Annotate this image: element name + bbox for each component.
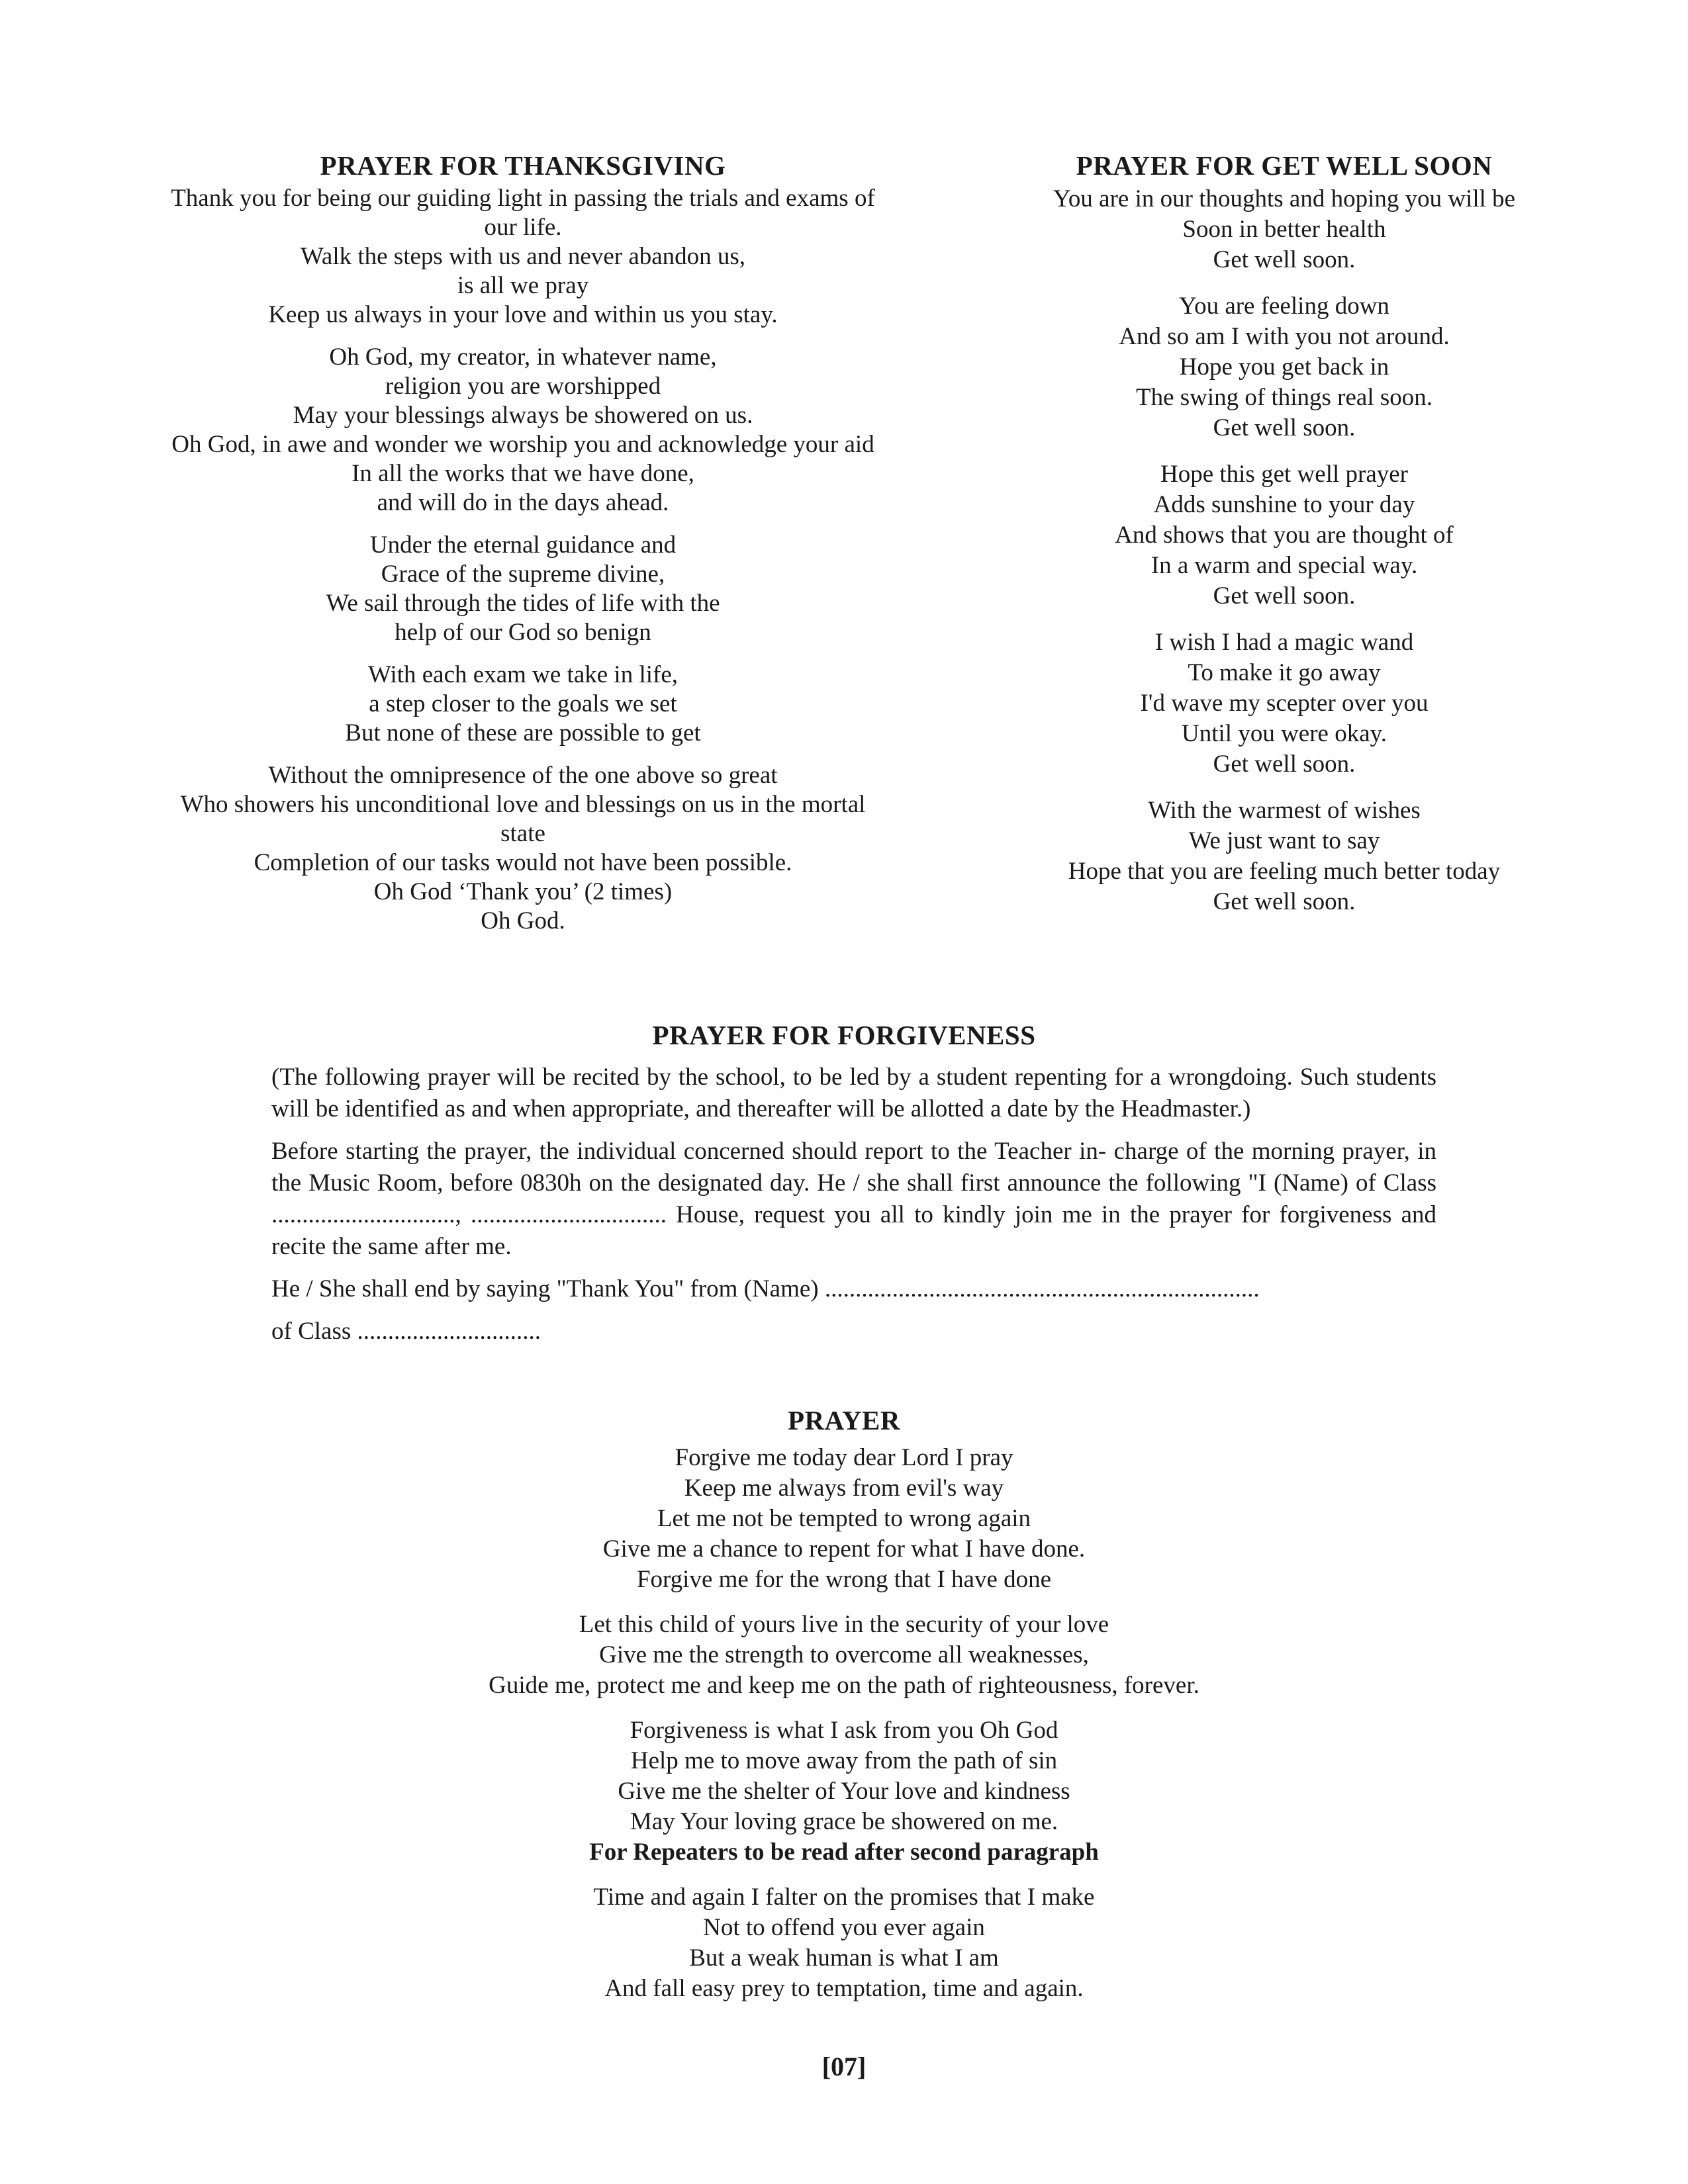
verse-line: I wish I had a magic wand [1154,629,1414,656]
verse-line: Without the omnipresence of the one above so great [268,762,778,789]
verse-line: is all we pray [457,272,589,299]
verse-line: Soon in better health [1182,216,1386,243]
prayer-section [265,1402,1423,2004]
forgiveness-class-line: of Class .............................. [271,1318,541,1345]
verse-line: Forgive me for the wrong that I have done [636,1566,1052,1593]
get-well-stanza [953,459,1615,612]
verse-line: help of our God so benign [395,619,651,646]
verse-line: To make it go away [1188,659,1381,686]
verse-line: You are feeling down [1179,293,1389,320]
forgiveness-heading-wrap [0,1017,1688,1054]
thanksgiving-section [132,147,914,936]
prayer-stanza [265,1610,1423,1701]
verse-line: With the warmest of wishes [1148,797,1421,824]
verse-line: Give me the shelter of Your love and kindness [618,1778,1070,1805]
thanksgiving-stanza [132,343,914,518]
verse-line: and will do in the days ahead. [377,489,669,516]
verse-line: You are in our thoughts and hoping you will be [1053,185,1516,212]
verse-line: With each exam we take in life, [368,661,678,688]
get-well-stanza [953,184,1615,275]
repeaters-note: For Repeaters to be read after second paragraph [589,1839,1099,1866]
verse-line: Get well soon. [1213,751,1356,778]
forgiveness-instructions-paragraph: Before starting the prayer, the individual concerned should report to the Teacher in- charge of the morning prayer, in the Music Room, before 0830h on the designated day. He / she shall first announce the following "I (Name) of Class .............................., ................................ House, request you all to kindly join me in the prayer for forgiveness and recite the same after me. [271,1138,1436,1260]
verse-line: Adds sunshine to your day [1153,491,1415,518]
verse-line: Hope that you are feeling much better today [1068,858,1501,885]
verse-line: Who showers his unconditional love and blessings on us in the mortal [180,791,866,818]
verse-line: Until you were okay. [1182,720,1387,747]
verse-line: The swing of things real soon. [1135,384,1433,411]
prayer-stanza [265,1443,1423,1595]
verse-line: Time and again I falter on the promises that I make [593,1884,1095,1911]
verse-line: Hope this get well prayer [1160,461,1408,488]
verse-line: But none of these are possible to get [345,719,701,747]
verse-line: Give me a chance to repent for what I have done. [602,1535,1086,1563]
verse-line: Keep me always from evil's way [684,1475,1004,1502]
get-well-stanza [953,627,1615,780]
verse-line: Let me not be tempted to wrong again [657,1505,1031,1532]
verse-line: Get well soon. [1213,246,1356,273]
repeaters-stanza [265,1882,1423,2004]
verse-line: Forgive me today dear Lord I pray [675,1444,1013,1471]
verse-line: religion you are worshipped [385,373,661,400]
verse-line: Walk the steps with us and never abandon us, [300,243,746,270]
verse-line: a step closer to the goals we set [369,690,677,717]
verse-line: Oh God. [481,907,565,934]
verse-line: Get well soon. [1213,582,1356,610]
prayer-stanza [265,1715,1423,1868]
verse-line: Oh God ‘Thank you’ (2 times) [373,878,673,905]
forgiveness-closing-line: He / She shall end by saying "Thank You" from (Name) ....................................................................... [271,1275,1260,1302]
verse-line: Grace of the supreme divine, [381,561,665,588]
verse-line: Oh God, in awe and wonder we worship you and acknowledge your aid [171,431,874,458]
get-well-stanza [953,796,1615,917]
verse-line: And so am I with you not around. [1119,323,1450,350]
forgiveness-title: PRAYER FOR FORGIVENESS [652,1020,1036,1050]
get-well-section [953,147,1615,917]
verse-line: Forgiveness is what I ask from you Oh God [630,1717,1058,1744]
verse-line: our life. [484,214,562,241]
get-well-stanza [953,291,1615,443]
verse-line: Get well soon. [1213,888,1356,915]
thanksgiving-title: PRAYER FOR THANKSGIVING [320,150,726,181]
verse-line: And fall easy prey to temptation, time and again. [604,1975,1084,2002]
verse-line: Hope you get back in [1179,353,1389,381]
page-number: [07] [821,2052,867,2081]
thanksgiving-stanza [132,660,914,748]
verse-line: Get well soon. [1213,414,1356,441]
prayer-title: PRAYER [787,1405,901,1435]
verse-line: And shows that you are thought of [1115,522,1454,549]
verse-line: May Your loving grace be showered on me. [630,1808,1058,1835]
verse-line: Not to offend you ever again [703,1914,985,1941]
get-well-title: PRAYER FOR GET WELL SOON [1076,150,1493,181]
verse-line: May your blessings always be showered on us. [293,402,753,429]
verse-line: Help me to move away from the path of sin [630,1747,1058,1774]
verse-line: But a weak human is what I am [689,1944,999,1972]
verse-line: state [500,820,545,847]
verse-line: Under the eternal guidance and [369,531,677,559]
verse-line: We sail through the tides of life with the [326,590,720,617]
verse-line: Let this child of yours live in the security of your love [579,1611,1109,1638]
thanksgiving-stanza [132,531,914,647]
verse-line: Completion of our tasks would not have been possible. [254,849,792,876]
verse-line: Give me the strength to overcome all weaknesses, [599,1641,1089,1668]
verse-line: We just want to say [1188,827,1380,854]
verse-line: Oh God, my creator, in whatever name, [329,343,717,371]
verse-line: I'd wave my scepter over you [1140,690,1429,717]
thanksgiving-stanza [132,761,914,936]
forgiveness-intro-paragraph: (The following prayer will be recited by the school, to be led by a student repenting for a wrongdoing. Such students will be identified as and when appropriate, and thereafter will be allotted a date by the Headmaster.) [271,1064,1436,1122]
verse-line: Thank you for being our guiding light in passing the trials and exams of [171,185,875,212]
verse-line: Guide me, protect me and keep me on the path of righteousness, forever. [489,1672,1199,1699]
verse-line: In all the works that we have done, [352,460,694,487]
verse-line: In a warm and special way. [1150,552,1418,579]
thanksgiving-stanza [132,184,914,330]
verse-line: Keep us always in your love and within us you stay. [268,301,778,328]
